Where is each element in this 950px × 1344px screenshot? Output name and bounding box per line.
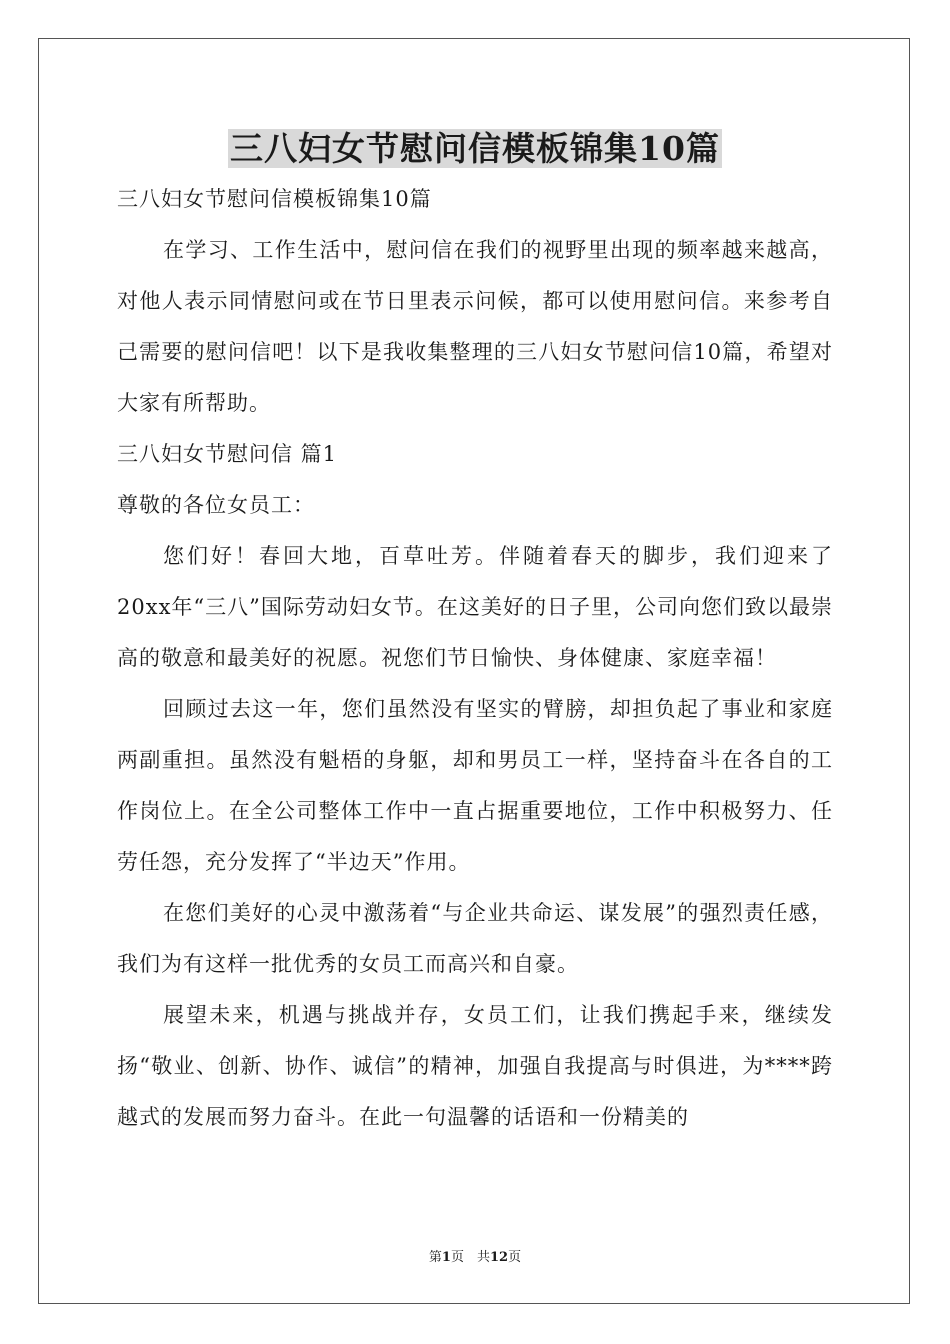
- footer-total-pages: 12: [489, 1250, 509, 1265]
- document-title-text: 三八妇女节慰问信模板锦集10篇: [230, 129, 720, 168]
- document-title: [0, 126, 950, 172]
- body-paragraph: 在您们美好的心灵中激荡着“与企业共命运、谋发展”的强烈责任感，我们为有这样一批优秀的女员工而高兴和自豪。: [117, 901, 833, 976]
- footer-suffix: 页: [508, 1250, 522, 1265]
- body-paragraph: 回顾过去这一年，您们虽然没有坚实的臂膀，却担负起了事业和家庭两副重担。虽然没有魁梧的身躯，却和男员工一样，坚持奋斗在各自的工作岗位上。在全公司整体工作中一直占据重要地位，工作中积极努力、任劳任怨，充分发挥了“半边天”作用。: [117, 697, 833, 874]
- salutation: 尊敬的各位女员工：: [117, 493, 315, 517]
- document-body: [117, 174, 833, 1143]
- page-footer: [0, 1249, 950, 1267]
- footer-prefix: 第: [428, 1250, 442, 1265]
- footer-current-page: 1: [441, 1250, 451, 1265]
- footer-mid: 页 共: [450, 1250, 490, 1265]
- body-paragraph: 展望未来，机遇与挑战并存，女员工们，让我们携起手来，继续发扬“敬业、创新、协作、诚信”的精神，加强自我提高与时俱进，为****跨越式的发展而努力奋斗。在此一句温馨的话语和一份精美的: [117, 1003, 833, 1129]
- section-heading: 三八妇女节慰问信 篇1: [117, 442, 338, 466]
- body-paragraph: 在学习、工作生活中，慰问信在我们的视野里出现的频率越来越高，对他人表示同情慰问或在节日里表示问候，都可以使用慰问信。来参考自己需要的慰问信吧！以下是我收集整理的三八妇女节慰问信10篇，希望对大家有所帮助。: [117, 238, 833, 415]
- body-paragraph: 您们好！春回大地，百草吐芳。伴随着春天的脚步，我们迎来了20xx年“三八”国际劳动妇女节。在这美好的日子里，公司向您们致以最崇高的敬意和最美好的祝愿。祝您们节日愉快、身体健康、家庭幸福！: [117, 544, 833, 670]
- body-paragraph: 三八妇女节慰问信模板锦集10篇: [117, 187, 432, 211]
